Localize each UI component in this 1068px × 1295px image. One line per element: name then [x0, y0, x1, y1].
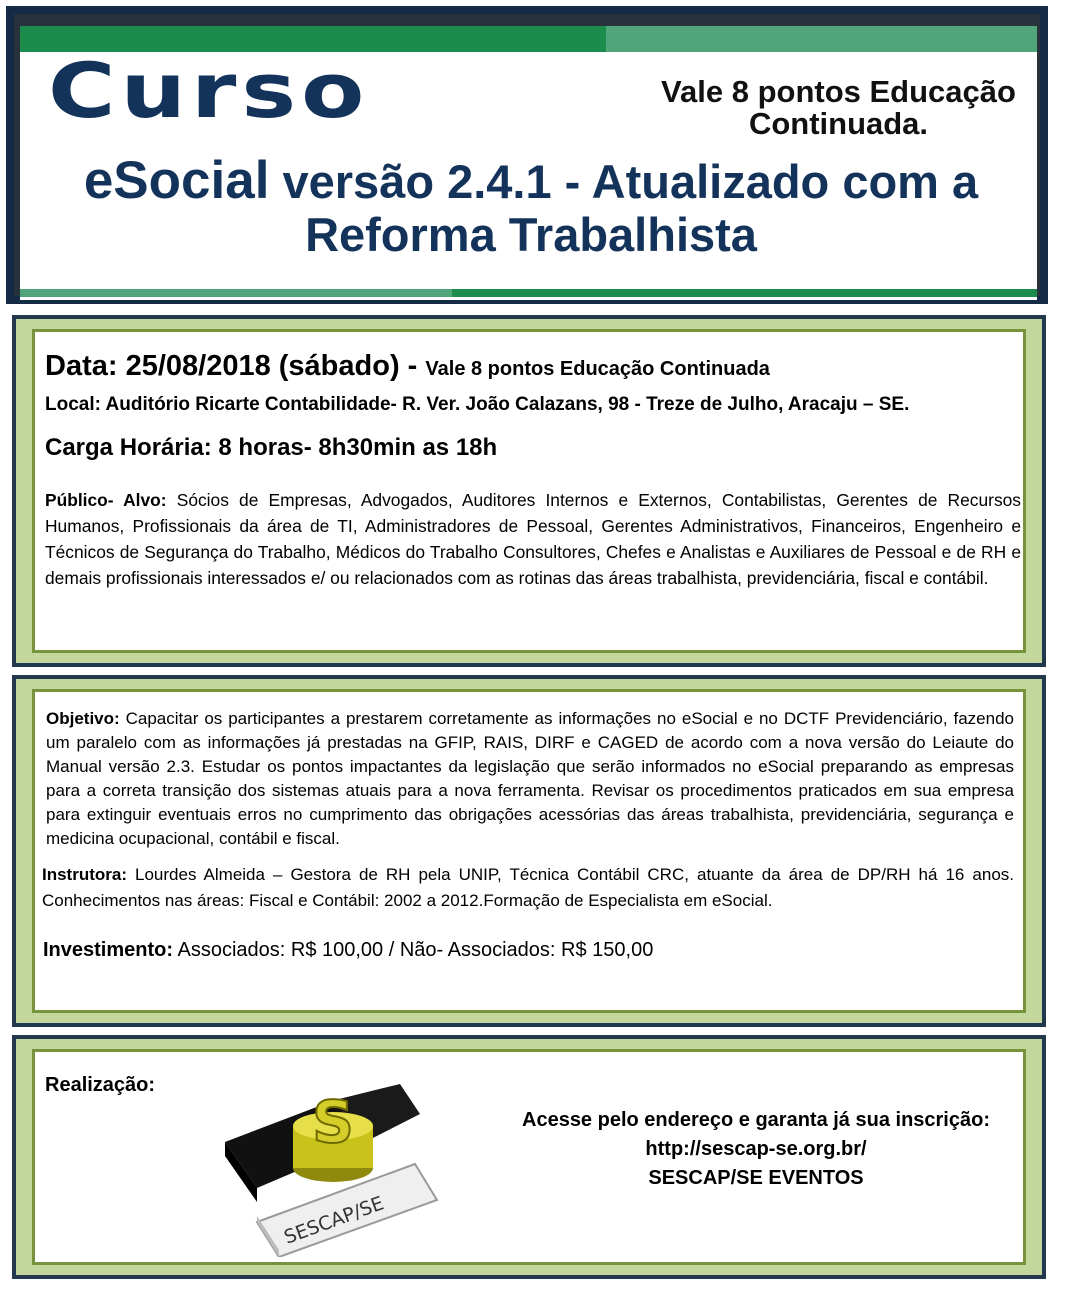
header-bar-bottom-light [20, 289, 452, 297]
registration-call: Acesse pelo endereço e garanta já sua inscrição: [522, 1109, 990, 1131]
footer-box [12, 1035, 1046, 1279]
course-title-esocial: eSocial [83, 151, 270, 210]
event-location-value: Auditório Ricarte Contabilidade- R. Ver. João Calazans, 98 - Treze de Julho, Aracaju – SE. [100, 394, 910, 415]
objective-box-inner [32, 689, 1026, 1013]
registration-url-link[interactable]: http://sescap-se.org.br/ [645, 1138, 867, 1160]
objective-box [12, 675, 1046, 1027]
event-location [45, 394, 909, 416]
course-title-rest: versão 2.4.1 - Atualizado com a Reforma Trabalhista [269, 155, 979, 261]
details-box [12, 315, 1046, 667]
header-points-note: Vale 8 pontos Educação Continuada. [661, 74, 1016, 141]
course-title [26, 151, 1036, 261]
target-audience [45, 487, 1021, 591]
event-date-label: Data: 25/08/2018 (sábado) [45, 350, 400, 382]
event-location-label: Local: [45, 394, 101, 415]
event-workload: Carga Horária: 8 horas- 8h30min as 18h [45, 434, 498, 461]
event-date-separator: - [399, 350, 426, 382]
instructor-text: Lourdes Almeida – Gestora de RH pela UNIP, Técnica Contábil CRC, atuante da área de DP/RH há 16 anos. Conhecimentos nas áreas: Fiscal e Contábil: 2002 a 2012.Formação de Especialista em eSocial. [42, 865, 1014, 910]
event-date [45, 348, 770, 387]
registration-info [495, 1106, 1017, 1193]
footer-box-inner [32, 1049, 1026, 1265]
investment-text: Associados: R$ 100,00 / Não- Associados: R$ 150,00 [173, 939, 654, 961]
sescap-logo-text: SESCAP/SE [281, 1192, 387, 1249]
sescap-logo-graphic [215, 1072, 445, 1257]
investment-label: Investimento: [43, 939, 174, 961]
investment-line [43, 939, 653, 962]
curso-heading: Curso [48, 47, 370, 136]
realizacao-label: Realização: [45, 1074, 156, 1096]
objective-paragraph [46, 707, 1014, 851]
target-audience-label: Público- Alvo: [45, 490, 167, 510]
svg-text:S: S [312, 1088, 354, 1156]
objective-text: Capacitar os participantes a prestarem corretamente as informações no eSocial e no DCTF Previdenciário, fazendo um paralelo com as informações já prestadas na GFIP, RAIS, DIRF e CAGED de acordo com a nova versão do Leiaute do Manual versão 2.3. Estudar os pontos impactantes da legislação que serão informados no eSocial preparando as empresas para a correta transição dos sistemas atuais para a nova ferramenta. Revisar os procedimentos praticados em sua empresa para extinguir eventuais erros no cumprimento das obrigações acessórias das áreas trabalhista, previdenciária, segurança e medicina ocupacional, contábil e fiscal. [46, 709, 1014, 848]
event-date-points: Vale 8 pontos Educação Continuada [425, 358, 770, 380]
registration-events: SESCAP/SE EVENTOS [648, 1167, 864, 1189]
sescap-logo [215, 1072, 445, 1257]
target-audience-text: Sócios de Empresas, Advogados, Auditores Internos e Externos, Contabilistas, Gerentes de Recursos Humanos, Profissionais da área de TI, Administradores de Pessoal, Gerentes Administrativos, Financeiros, Engenheiro e Técnicos de Segurança do Trabalho, Médicos do Trabalho Consultores, Chefes e Analistas e Auxiliares de Pessoal e de RH e demais profissionais interessados e/ ou relacionados com as rotinas das áreas trabalhista, previdenciária, fiscal e contábil. [45, 490, 1021, 588]
header-bar-bottom-dark [452, 289, 1037, 297]
objective-label: Objetivo: [46, 709, 120, 728]
instructor-paragraph [42, 862, 1014, 914]
details-box-inner [32, 329, 1026, 653]
header-banner [6, 6, 1048, 304]
instructor-label: Instrutora: [42, 865, 127, 884]
